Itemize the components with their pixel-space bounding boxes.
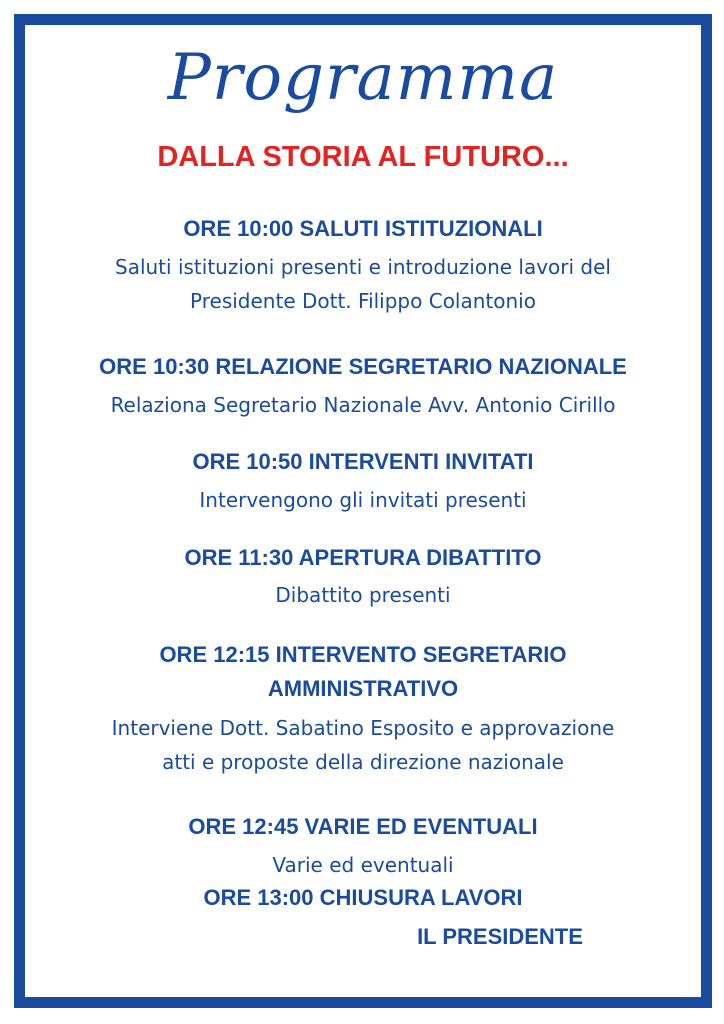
program-item-heading: ORE 10:50 INTERVENTI INVITATI [192, 449, 534, 474]
program-item-description: atti e proposte della direzione nazionale [162, 750, 564, 774]
program-item-description: Relaziona Segretario Nazionale Avv. Antonio Cirillo [110, 393, 616, 417]
program-item-description: Intervengono gli invitati presenti [199, 488, 527, 512]
page-title: Programma [167, 41, 559, 115]
document-frame [14, 14, 712, 1008]
program-item-description: Presidente Dott. Filippo Colantonio [190, 289, 536, 313]
program-item-heading: ORE 10:30 RELAZIONE SEGRETARIO NAZIONALE [99, 354, 627, 379]
program-item-description: Interviene Dott. Sabatino Esposito e approvazione [111, 716, 615, 740]
program-item-heading: ORE 12:45 VARIE ED EVENTUALI [188, 814, 538, 839]
program-item-heading: AMMINISTRATIVO [267, 676, 459, 701]
program-item-heading: ORE 12:15 INTERVENTO SEGRETARIO [159, 642, 567, 667]
program-item-heading: ORE 13:00 CHIUSURA LAVORI [203, 885, 523, 910]
program-item-description: Saluti istituzioni presenti e introduzione lavori del [115, 255, 611, 279]
program-item-heading: ORE 11:30 APERTURA DIBATTITO [184, 545, 542, 570]
program-item-description: Dibattito presenti [275, 583, 451, 607]
signature: IL PRESIDENTE [417, 924, 583, 949]
page-subtitle: DALLA STORIA AL FUTURO... [157, 141, 569, 173]
program-item-description: Varie ed eventuali [272, 853, 454, 877]
program-item-heading: ORE 10:00 SALUTI ISTITUZIONALI [183, 216, 543, 241]
